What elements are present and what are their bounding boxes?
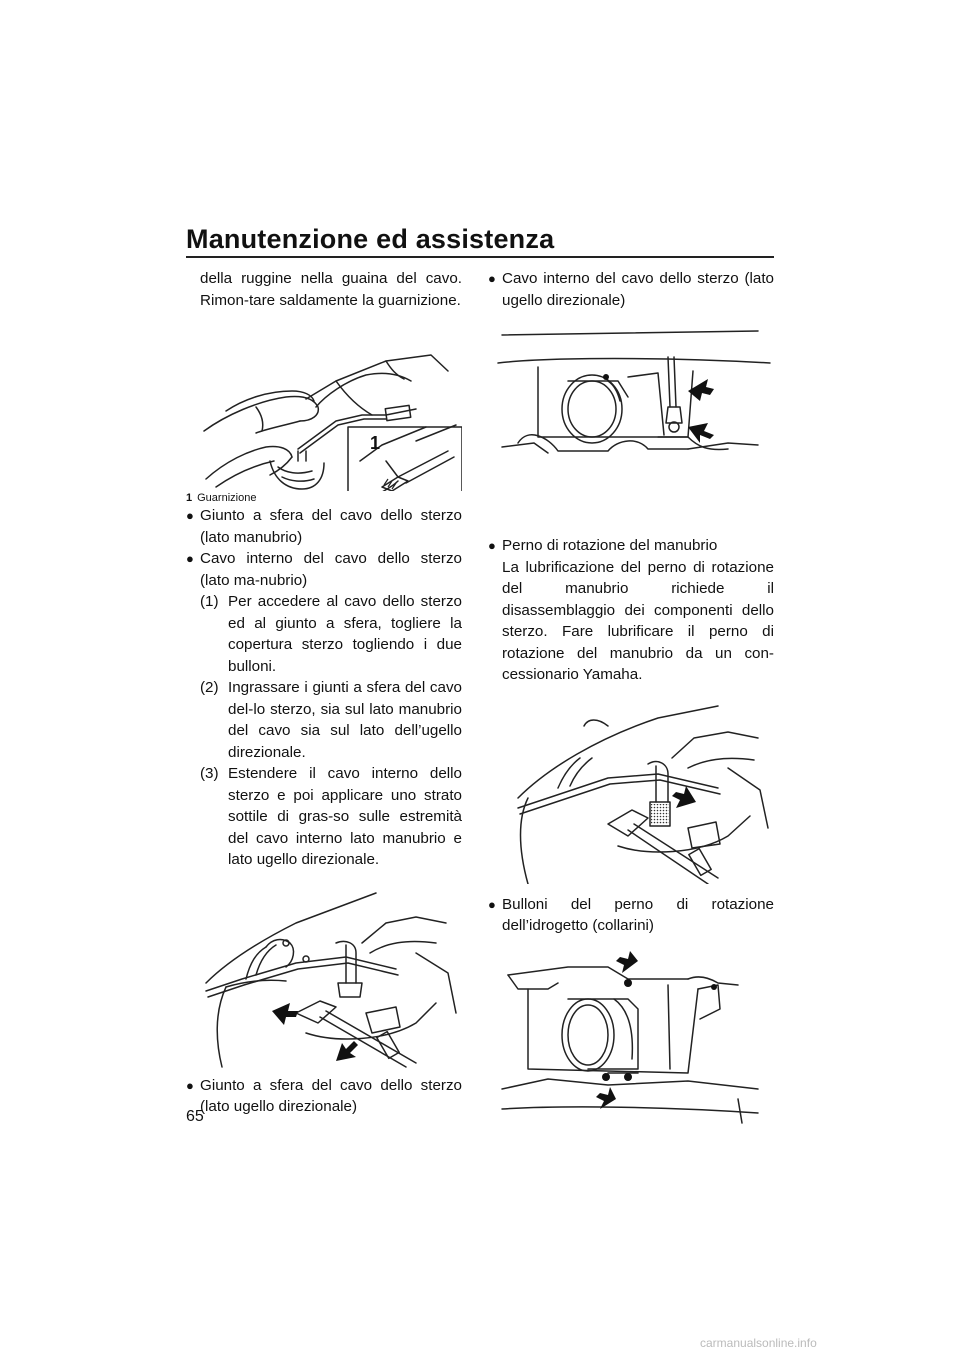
figure-jet-nozzle-cable [488, 327, 774, 477]
bullet-dot: ● [186, 551, 194, 566]
step-text: Ingrassare i giunti a sfera del cavo del-lo sterzo, sia sul lato manubrio del cavo sia sul lato dell’ugello direzionale. [228, 679, 462, 761]
figure-handlebar-pivot [488, 698, 774, 884]
bullet-text: Giunto a sfera del cavo dello sterzo (lato manubrio) [200, 507, 462, 546]
title-rule [186, 256, 774, 258]
intro-text: della ruggine nella guaina del cavo. Rimon-tare saldamente la guarnizione. [200, 270, 462, 309]
bullet-text: Bulloni del perno di rotazione dell’idrogetto (collarini) [502, 895, 774, 934]
bullet-item [488, 894, 774, 937]
figure-handlebar-seal [186, 311, 462, 491]
step-text: Per accedere al cavo dello sterzo ed al giunto a sfera, togliere la copertura sterzo togliendo i due bulloni. [228, 593, 462, 675]
bullet-dot: ● [488, 271, 496, 286]
figure1-caption [186, 491, 462, 505]
step-item [186, 677, 462, 763]
bullet-dot: ● [186, 1077, 194, 1093]
step-text: Estendere il cavo interno dello sterzo e poi applicare uno strato sottile di gras-so sulle estremità del cavo interno lato manubrio e lato ugello direzionale. [228, 765, 462, 868]
bullet-body: La lubrificazione del perno di rotazione del manubrio richiede il disassemblaggio dei componenti dello sterzo. Fare lubrificare il perno di rotazione del manubrio da un con-cessionario Yamaha. [502, 558, 774, 683]
bullet-item [488, 268, 774, 311]
page-title: Manutenzione ed assistenza [186, 224, 555, 254]
bullet-text: Cavo interno del cavo dello sterzo (lato ma-nubrio) [200, 550, 462, 589]
bullet-text: Giunto a sfera del cavo dello sterzo (lato ugello direzionale) [200, 1076, 462, 1115]
figure1-caption-text: Guarnizione [197, 492, 257, 504]
bullet-text: Perno di rotazione del manubrio [502, 537, 718, 554]
bullet-dot: ● [488, 538, 496, 553]
bullet-item [186, 548, 462, 591]
bullet-dot: ● [186, 508, 194, 523]
step-number: (3) [200, 765, 219, 782]
bullet-text: Cavo interno del cavo dello sterzo (lato ugello direzionale) [502, 270, 774, 309]
right-column [488, 268, 774, 1125]
bullet-item [186, 1075, 462, 1118]
figure-cable-ball-joint [186, 883, 462, 1069]
figure1-callout: 1 [370, 433, 381, 453]
bullet-item [186, 505, 462, 548]
figure-jet-pivot-bolts [488, 949, 774, 1125]
bullet-item [488, 535, 774, 557]
step-item [186, 763, 462, 871]
step-number: (1) [200, 593, 219, 610]
page-number: 65 [186, 1108, 204, 1125]
step-number: (2) [200, 679, 219, 696]
step-item [186, 591, 462, 677]
left-column [186, 268, 462, 1118]
bullet-dot: ● [488, 896, 496, 912]
watermark: carmanualsonline.info [700, 1336, 817, 1350]
figure1-caption-num: 1 [186, 492, 193, 504]
